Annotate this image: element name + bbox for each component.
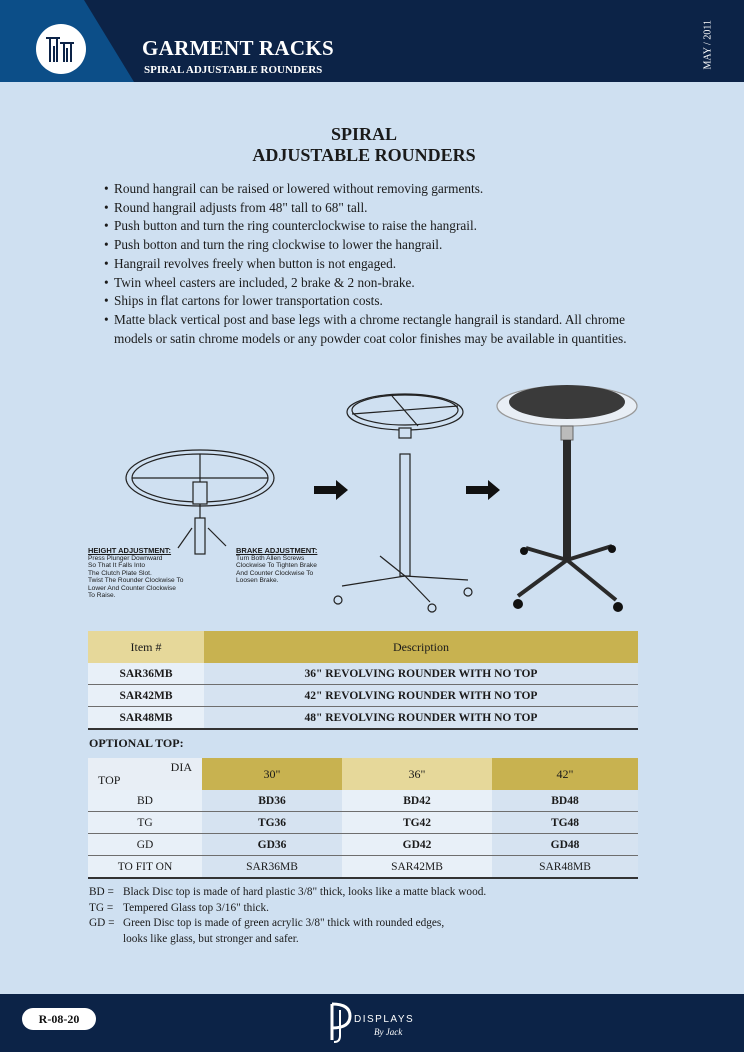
height-adjustment-text: Press Plunger Downward So That It Falls Into The Clutch Plate Slot. Twist The Rounder Clockwise To Lower And Counter Clockwise To Raise. [88, 555, 184, 600]
feature-item: • Push botton and turn the ring clockwise to lower the hangrail. [104, 237, 443, 253]
table-cell: GD48 [492, 834, 638, 856]
rack-frame-drawing [334, 394, 472, 612]
corner-cell [88, 758, 202, 790]
brand-tagline: By Jack [374, 1027, 403, 1037]
title-line-2: ADJUSTABLE ROUNDERS [252, 145, 476, 165]
note-key: BD = [89, 886, 114, 898]
row-label: BD [88, 790, 202, 812]
feature-text: Matte black vertical post and base legs with a chrome rectangle hangrail is standard. All chrome models or satin chrome models or any powder coat color finishes may be available in quantities. [114, 311, 627, 346]
feature-item: • Ships in flat cartons for lower transportation costs. [104, 293, 383, 309]
note-text: Black Disc top is made of hard plastic 3/8" thick, looks like a matte black wood. [123, 886, 487, 898]
detail-drawing [126, 450, 274, 554]
brake-adjustment-title: BRAKE ADJUSTMENT: [236, 546, 318, 555]
feature-item: • Hangrail revolves freely when button is not engaged. [104, 255, 397, 271]
feature-text: Hangrail revolves freely when button is not engaged. [114, 255, 397, 271]
table-row [88, 685, 638, 707]
table-row [88, 790, 638, 812]
product-illustrations [0, 378, 744, 618]
item-description: 36" REVOLVING ROUNDER WITH NO TOP [204, 663, 638, 685]
arrow-right-icon [466, 480, 500, 500]
table-cell: GD42 [342, 834, 492, 856]
table-row [88, 707, 638, 730]
header-dia-36: 36" [342, 758, 492, 790]
corner-dia-label: DIA [170, 760, 192, 774]
header-item: Item # [88, 631, 204, 663]
row-label: TO FIT ON [88, 856, 202, 879]
table-cell: TG48 [492, 812, 638, 834]
feature-text: Push button and turn the ring counterclockwise to raise the hangrail. [114, 218, 477, 234]
page-code-badge: R-08-20 [22, 1008, 96, 1030]
item-table [88, 631, 638, 730]
feature-item: • Matte black vertical post and base legs with a chrome rectangle hangrail is standard. All chrome models or satin chrome models or any powder coat color finishes may be available in quantities. [104, 311, 627, 346]
table-cell: TG36 [202, 812, 342, 834]
note-text: Green Disc top is made of green acrylic 3/8" thick with rounded edges, [123, 917, 445, 929]
table-cell: GD36 [202, 834, 342, 856]
header-description: Description [204, 631, 638, 663]
feature-text: Ships in flat cartons for lower transportation costs. [114, 293, 383, 309]
notes [89, 885, 486, 947]
header-dia-30: 30" [202, 758, 342, 790]
feature-list [104, 180, 644, 348]
header-subtitle: SPIRAL ADJUSTABLE ROUNDERS [144, 64, 323, 76]
note-bd [89, 885, 486, 901]
feature-item: • Twin wheel casters are included, 2 brake & 2 non-brake. [104, 274, 415, 290]
feature-text: Round hangrail can be raised or lowered without removing garments. [114, 181, 484, 196]
item-code: SAR36MB [88, 663, 204, 685]
table-row [88, 856, 638, 879]
table-cell: BD36 [202, 790, 342, 812]
feature-text: Round hangrail adjusts from 48" tall to 68" tall. [114, 199, 368, 215]
item-description: 48" REVOLVING ROUNDER WITH NO TOP [204, 707, 638, 730]
feature-item: • Round hangrail adjusts from 48" tall to 68" tall. [104, 199, 368, 215]
brake-adjustment-text: Turn Both Allen Screws Clockwise To Tighten Brake And Counter Clockwise To Loosen Brake. [236, 555, 317, 585]
optional-top-table [88, 758, 638, 879]
header-date [702, 20, 714, 70]
table-cell: SAR48MB [492, 856, 638, 879]
feature-text: Push botton and turn the ring clockwise to lower the hangrail. [114, 237, 443, 253]
table-cell: SAR36MB [202, 856, 342, 879]
arrow-right-icon [314, 480, 348, 500]
table-cell: TG42 [342, 812, 492, 834]
feature-text: Twin wheel casters are included, 2 brake & 2 non-brake. [114, 274, 415, 290]
table-cell: BD42 [342, 790, 492, 812]
date-text: MAY / 2011 [702, 20, 714, 70]
rack-with-top-drawing [497, 385, 637, 612]
note-gd-continued: looks like glass, but stronger and safer. [123, 932, 299, 945]
table-row [88, 812, 638, 834]
note-text: Tempered Glass top 3/16" thick. [123, 901, 269, 914]
note-key: TG = [89, 901, 114, 914]
feature-item: • Round hangrail can be raised or lowered without removing garments. [104, 181, 484, 196]
page-title [0, 124, 728, 166]
row-label: TG [88, 812, 202, 834]
header-dia-42: 42" [492, 758, 638, 790]
table-row [88, 834, 638, 856]
brand-name: DISPLAYS [354, 1014, 415, 1025]
feature-item: • Push button and turn the ring counterclockwise to raise the hangrail. [104, 218, 477, 234]
note-key: GD = [89, 917, 115, 929]
note-tg [89, 901, 486, 917]
item-code: SAR48MB [88, 707, 204, 730]
table-header-row [88, 758, 638, 790]
table-row [88, 663, 638, 685]
title-line-1: SPIRAL [330, 124, 397, 144]
header-title: GARMENT RACKS [142, 36, 334, 60]
table-cell: BD48 [492, 790, 638, 812]
table-cell: SAR42MB [342, 856, 492, 879]
row-label: GD [88, 834, 202, 856]
height-adjustment-title: HEIGHT ADJUSTMENT: [88, 546, 172, 555]
item-code: SAR42MB [88, 685, 204, 707]
item-description: 42" REVOLVING ROUNDER WITH NO TOP [204, 685, 638, 707]
rack-logo-icon [36, 24, 86, 74]
corner-top-label: TOP [98, 773, 121, 787]
optional-top-label: OPTIONAL TOP: [89, 736, 184, 750]
table-header-row [88, 631, 638, 663]
note-gd [89, 916, 486, 932]
